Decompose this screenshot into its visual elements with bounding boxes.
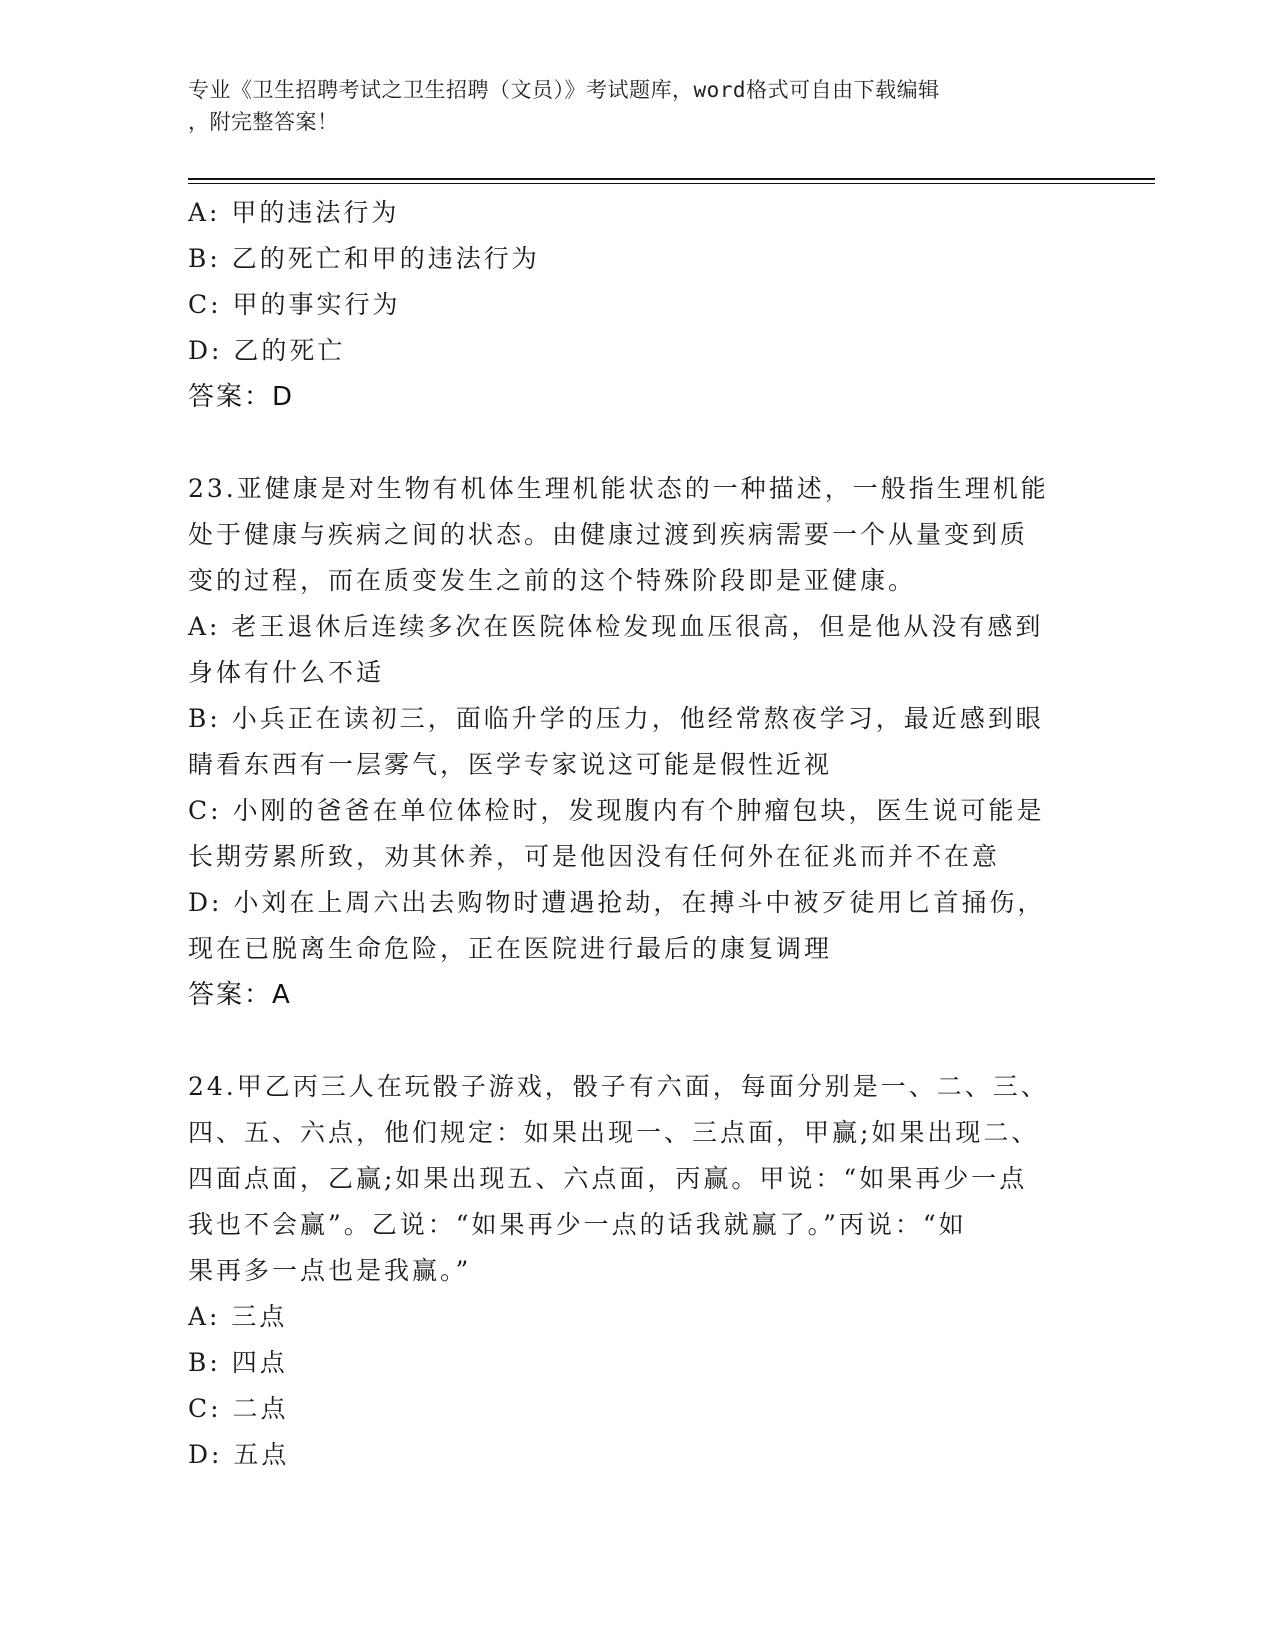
option-a-cont: 身体有什么不适: [188, 658, 385, 687]
question-23: [188, 466, 1078, 1018]
question-stem-line: 四面点面，乙赢;如果出现五、六点面，丙赢。甲说：“如果再少一点: [188, 1164, 1028, 1193]
header-divider-thick: [188, 178, 1155, 180]
question-stem-line: 23.亚健康是对生物有机体生理机能状态的一种描述，一般指生理机能: [188, 474, 1049, 503]
option-b: B: 乙的死亡和甲的违法行为: [188, 244, 540, 273]
option-c: C: 二点: [188, 1394, 289, 1423]
option-d: D: 五点: [188, 1440, 290, 1469]
option-b-cont: 睛看东西有一层雾气，医学专家说这可能是假性近视: [188, 750, 833, 779]
answer-label: 答案：D: [188, 382, 295, 412]
question-stem-line: 果再多一点也是我赢。”: [188, 1256, 472, 1285]
option-c-cont: 长期劳累所致，劝其休养，可是他因没有任何外在征兆而并不在意: [188, 842, 1001, 871]
answer-label: 答案：A: [188, 980, 292, 1010]
question-stem-line: 24.甲乙丙三人在玩骰子游戏，骰子有六面，每面分别是一、二、三、: [188, 1072, 1049, 1101]
question-24: [188, 1064, 1078, 1478]
spacer: [188, 1018, 1078, 1064]
document-header: [188, 74, 1068, 138]
option-d-cont: 现在已脱离生命危险，正在医院进行最后的康复调理: [188, 934, 833, 963]
document-body: [188, 190, 1078, 1478]
spacer: [188, 420, 1078, 466]
option-a: A: 三点: [188, 1302, 288, 1331]
option-b: B: 四点: [188, 1348, 288, 1377]
question-stem-line: 变的过程，而在质变发生之前的这个特殊阶段即是亚健康。: [188, 566, 917, 595]
option-b: B: 小兵正在读初三，面临升学的压力，他经常熬夜学习，最近感到眼: [188, 704, 1044, 733]
header-line-1: 专业《卫生招聘考试之卫生招聘（文员）》考试题库，word格式可自由下载编辑: [188, 78, 940, 102]
question-stem-line: 处于健康与疾病之间的状态。由健康过渡到疾病需要一个从量变到质: [188, 520, 1029, 549]
option-d: D: 小刘在上周六出去购物时遭遇抢劫，在搏斗中被歹徒用匕首捅伤，: [188, 888, 1046, 917]
header-line-2: ，附完整答案！: [188, 110, 339, 134]
option-c: C: 甲的事实行为: [188, 290, 401, 319]
option-a: A: 老王退休后连续多次在医院体检发现血压很高，但是他从没有感到: [188, 612, 1044, 641]
question-stem-line: 我也不会赢”。乙说：“如果再少一点的话我就赢了。”丙说：“如: [188, 1210, 967, 1239]
option-a: A: 甲的违法行为: [188, 198, 400, 227]
option-d: D: 乙的死亡: [188, 336, 346, 365]
header-divider-thin: [188, 183, 1155, 184]
previous-question-tail: [188, 190, 1078, 420]
option-c: C: 小刚的爸爸在单位体检时，发现腹内有个肿瘤包块，医生说可能是: [188, 796, 1045, 825]
question-stem-line: 四、五、六点，他们规定：如果出现一、三点面，甲赢;如果出现二、: [188, 1118, 1040, 1147]
